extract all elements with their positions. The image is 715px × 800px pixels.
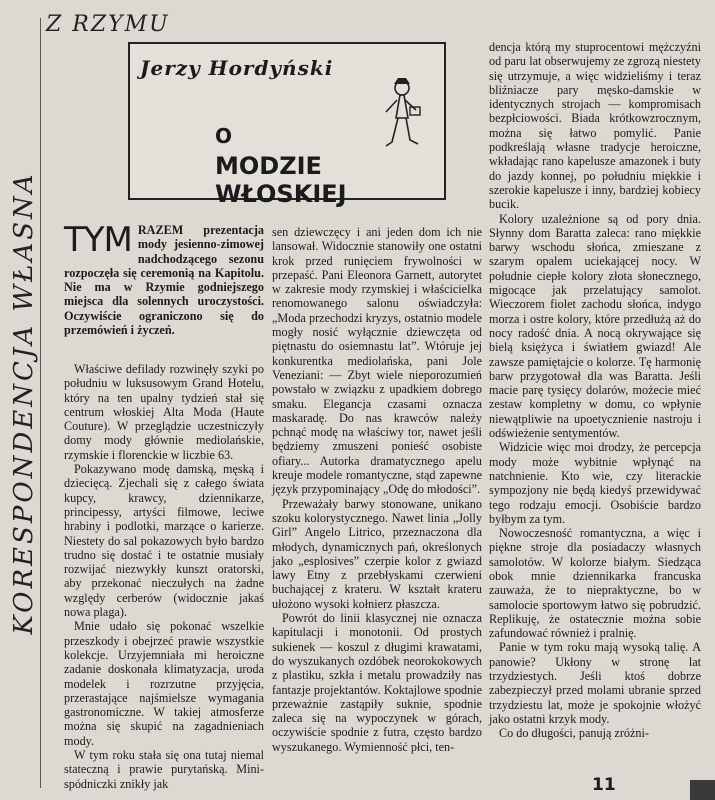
title-box xyxy=(128,42,446,208)
paragraph: Panie w tym roku mają wysoką talię. A panowie? Ukłony w stronę lat trzydziestych. Jeśli ktoś dobrze zabezpieczył przed molami ubranie sprzed trzydziestu lat, może je spokojnie włożyć jako ostatni krzyk mody. xyxy=(489,640,701,726)
paragraph: sen dziewczęcy i ani jeden dom ich nie lansował. Widocznie stanowiły one ostatni krok przed runięciem frywolności w przepaść. Pani Eleonora Garnett, autorytet w zakresie mody rzymskiej i właścicielka renomowanego salonu oświadczyła: „Moda przechodzi kryzys, ostatnio modele mogły nosić wyłącznie dziewczęta od piętnastu do osiemnastu lat”. Wtóruje jej konkurentka mediolańska, pani Jole Veneziani: — Zbyt wiele nieporozumień powstało w związku z upadkiem dobrego smaku. Elegancja czasami oznacza maskaradę. Do nas krawców należy pchnąć modę na właściwy tor, nawet jeśli będziemy zmuszeni ponieść osobiste ofiary... Autorka dramatycznego apelu kreuje modele romantyczne, stąd zapewne język przypominający „Odę do młodości”. xyxy=(272,225,482,497)
corner-mark xyxy=(690,780,715,800)
paragraph: Właściwe defilady rozwinęły szyki po południu w luksusowym Grand Hotelu, który na ten upalny tydzień stał się centrum włoskiej Alta Moda (Haute Couture). W przeglądzie uczestniczyły domy mody głównie mediolańskie, rzymskie i florenckie w liczbie 63. xyxy=(64,362,264,462)
paragraph: W tym roku stała się ona tutaj niemal stateczną i prawie purytańską. Mini-spódniczki znikły jak xyxy=(64,748,264,791)
page-number: 11 xyxy=(592,775,616,795)
paragraph: Kolory uzależnione są od pory dnia. Słynny dom Baratta zaleca: rano miękkie barwy wschodu słońca, zmieszane z szarym opalem uciekającej nocy. W południe ciepłe kolory złota słonecznego, migocące jak przelatujący samolot. Wieczorem fiolet zachodu słońca, indygo morza i ostre kolory, które przedłużą aż do nocy radość dnia. A nocą okrywające się bielą księżyca i światłem gwiazd! Ale zawsze pamiętajcie o kolorze. Tę harmonię barw przygotował dla was Baratta. Jeśli macie parę tysięcy dolarów, możecie mieć zestaw kompletny w domu, co wpłynie niewątpliwie na upoetycznienie nastroju i odświeżenie sentymentów. xyxy=(489,211,701,441)
author-name: Jerzy Hordyński xyxy=(140,56,334,80)
fashion-figure-illustration xyxy=(366,74,426,156)
paragraph: Przeważały barwy stonowane, unikano szoku kolorystycznego. Nawet linia „Jolly Girl” Angelo Litrico, przeznaczona dla młodych, dynamicznych pań, określonych jako „esplosives” czerpie kolor z gwiazd lawy Etny z przebłyskami czerwieni buchającej z krateru. W kształt krateru ułożono wysoki kołnierz płaszcza. xyxy=(272,496,482,611)
paragraph: Widzicie więc moi drodzy, że percepcja mody może wybitnie wpłynąć na natchnienie. Kto wie, czy literackie sympozjony nie będą kiedyś przewidywać tego rodzaju emocji. Osobiście bardzo byłbym za tym. xyxy=(489,440,701,526)
side-heading xyxy=(8,15,40,790)
paragraph: Mnie udało się pokonać wszelkie przeszkody i obejrzeć prawie wszystkie kolekcje. Urzyjemniała mi heroiczne zadanie doskonała klimatyzacja, uroda modelek i rozrzutne przyjęcia, przerastające najśmielsze wymagania gastronomiczne. W takiej atmosferze można się skupić na zagadnieniach mody. xyxy=(64,619,264,748)
section-heading: Z RZYMU xyxy=(46,12,170,37)
paragraph: Co do długości, panują zróżni- xyxy=(499,726,649,741)
side-heading-text: KORESPONDENCJA WŁASNA xyxy=(9,170,39,635)
article-title-line2: MODZIE WŁOSKIEJ xyxy=(215,152,347,208)
drop-cap: TYM xyxy=(64,220,132,260)
paragraph: Pokazywano modę damską, męską i dziecięcą. Zjechali się z całego świata kupcy, krawcy, dziennikarze, principessy, artyści filmowe, leciwe hrabiny i podlotki, marzące o karierze. Niestety do sal pokazowych było bardzo trudno się dostać i te ostatnie musiały rozwijać niezwykły kunszt oratorski, aby przekonać nieczułych na żadne względy cerberów (widocznie jakaś nowa plaga). xyxy=(64,462,264,620)
column-2 xyxy=(272,225,482,754)
lead-text: RAZEM prezentacja mody jesienno-zimowej nadchodzącego sezonu rozpoczęła się ceremonią na Kapitolu. Nie ma w Rzymie godniejszego miejsca dla solennych uroczystości. Oczywiście ograniczono się do przemówień i życzeń. xyxy=(64,223,264,338)
article-title-line1: O xyxy=(215,124,233,148)
paragraph: Powrót do linii klasycznej nie oznacza kapitulacji i monotonii. Od prostych sukienek — koszul z długimi krawatami, do wyszukanych ozdóbek neorokokowych z plastiku, szkła i metalu prowadziły nas fantazje projektantów. Koktajlowe spodnie przeważnie zastąpiły suknie, spodnie zaleca się na wypoczynek w górach, oczywiście spodnie z futra, często bardzo wyszukanego. Wymienność płci, ten- xyxy=(272,611,482,754)
paragraph: Nowoczesność romantyczna, a więc i piękne stroje dla posiadaczy własnych samolotów. W kolorze białym. Siedząca obok mnie dziennikarka francuska zauważa, że to niepraktyczne, bo w samolocie sportowym łatwo się pobrudzić. Replikuję, że ostatecznie można sobie zafundować również i pralnię. xyxy=(489,526,701,641)
column-3 xyxy=(489,40,701,741)
lead-paragraph xyxy=(64,220,264,338)
paragraph: dencja którą my stuprocentowi mężczyźni od paru lat obserwujemy ze zgrozą niestety się utrzymuje, a więc widzieliśmy i teraz bliźniacze pary męsko-damskie w identycznych strojach — kompromisach bezpłciowości. Biada krótkowzrocznym, można się łatwo pomylić. Panie podkreślają własne tradycje heroiczne, wkładając rano kapelusze amazonek i buty do jazdy konnej, po południu miękkie i szerokie kapelusze i inny, bardziej kobiecy bucik. xyxy=(489,40,701,212)
side-rule xyxy=(40,18,41,788)
